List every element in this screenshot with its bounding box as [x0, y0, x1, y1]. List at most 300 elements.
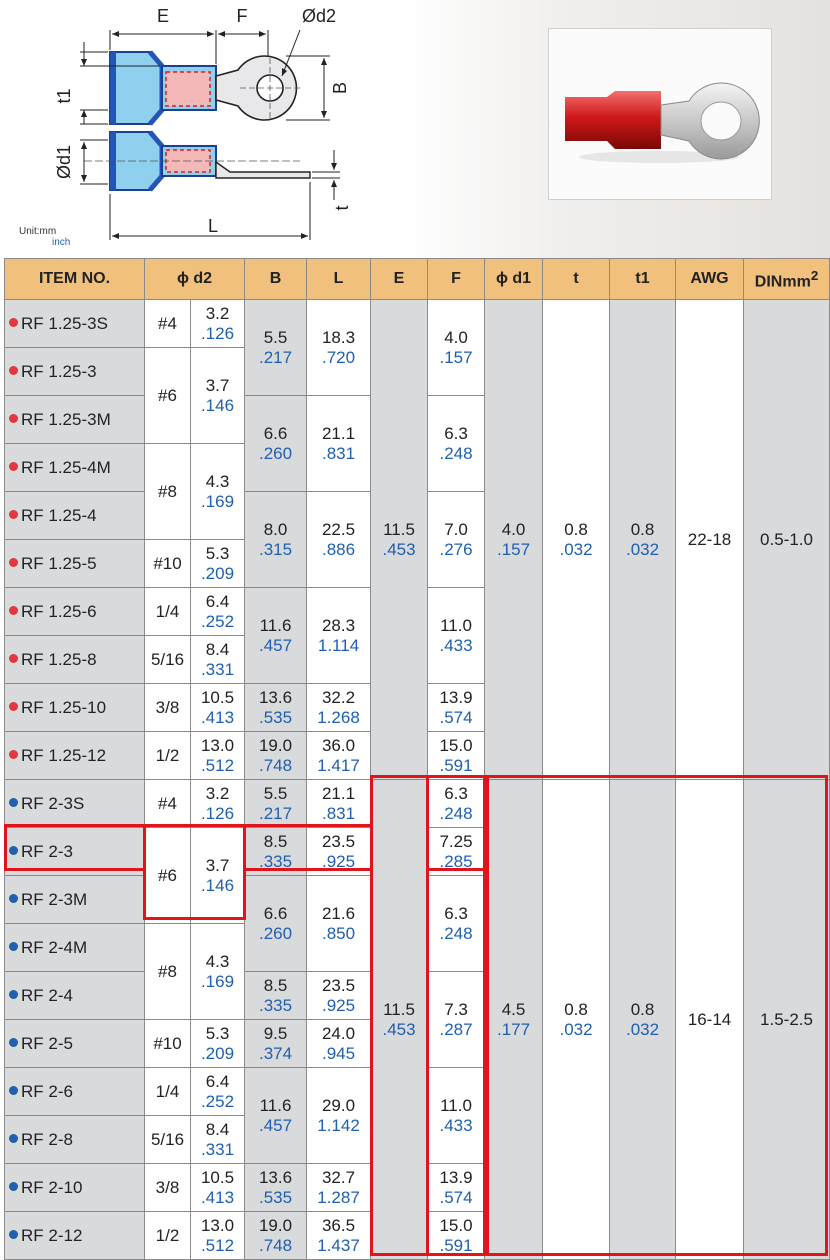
item-label: RF 1.25-4M — [21, 457, 111, 477]
b-cell — [245, 828, 307, 876]
b-cell — [245, 492, 307, 588]
col-f: F — [428, 259, 485, 300]
b-mm: 13.6 — [258, 687, 293, 707]
l-inch: .850 — [321, 923, 356, 943]
l-cell — [307, 588, 371, 684]
d2-inch: .209 — [200, 563, 235, 583]
l-cell — [307, 1212, 371, 1260]
b-inch: .260 — [258, 443, 293, 463]
item-cell — [5, 684, 145, 732]
f-cell — [428, 780, 485, 828]
f-inch: .574 — [439, 1187, 473, 1207]
d2-mm: 4.3 — [205, 471, 230, 491]
b-inch: .335 — [258, 851, 293, 871]
l-inch: 1.142 — [317, 1115, 360, 1135]
stud-cell: 1/2 — [145, 1212, 191, 1260]
b-mm: 11.6 — [259, 615, 292, 635]
col-d1: ϕ d1 — [485, 259, 543, 300]
b-inch: .217 — [258, 347, 293, 367]
blue-dot-icon — [9, 846, 18, 855]
b-mm: 9.5 — [263, 1023, 288, 1043]
l-mm: 24.0 — [321, 1023, 356, 1043]
f-cell — [428, 972, 485, 1068]
item-cell — [5, 876, 145, 924]
item-cell — [5, 588, 145, 636]
d2-mm: 5.3 — [205, 543, 230, 563]
l-mm: 36.5 — [321, 1215, 356, 1235]
blue-dot-icon — [9, 1134, 18, 1143]
d2-mm: 13.0 — [200, 735, 235, 755]
drawing-area — [0, 0, 830, 258]
f-cell — [428, 492, 485, 588]
l-mm: 32.7 — [321, 1167, 356, 1187]
l-cell — [307, 732, 371, 780]
f-inch: .248 — [439, 443, 473, 463]
label-e: E — [156, 6, 170, 26]
l-cell — [307, 300, 371, 396]
f-mm: 13.9 — [439, 1167, 473, 1187]
item-cell — [5, 1212, 145, 1260]
b-cell — [245, 780, 307, 828]
l-inch: .831 — [321, 803, 356, 823]
t1-inch: .032 — [625, 1019, 660, 1039]
d2-mm: 3.7 — [205, 855, 230, 875]
b-mm: 6.6 — [263, 423, 288, 443]
t1-mm: 0.8 — [630, 519, 655, 539]
label-l: L — [207, 216, 219, 236]
t-mm: 0.8 — [564, 999, 588, 1019]
l-mm: 21.1 — [321, 783, 356, 803]
red-dot-icon — [9, 318, 18, 327]
d1-cell — [485, 780, 543, 1260]
f-mm: 6.3 — [444, 423, 468, 443]
l-cell — [307, 1068, 371, 1164]
d2-cell — [191, 780, 245, 828]
table-row — [5, 780, 830, 828]
item-label: RF 1.25-3 — [21, 361, 97, 381]
label-b: B — [330, 81, 350, 95]
l-cell — [307, 396, 371, 492]
blue-dot-icon — [9, 894, 18, 903]
item-cell — [5, 732, 145, 780]
b-mm: 19.0 — [258, 735, 293, 755]
l-mm: 36.0 — [321, 735, 356, 755]
f-inch: .248 — [439, 923, 473, 943]
blue-dot-icon — [9, 1182, 18, 1191]
l-mm: 18.3 — [321, 327, 356, 347]
col-t: t — [543, 259, 610, 300]
b-inch: .260 — [258, 923, 293, 943]
f-inch: .433 — [439, 1115, 473, 1135]
awg-cell: 16-14 — [676, 780, 744, 1260]
b-inch: .457 — [258, 1115, 293, 1135]
d1-mm: 4.5 — [501, 999, 526, 1019]
blue-dot-icon — [9, 798, 18, 807]
f-mm: 11.0 — [440, 1095, 472, 1115]
b-cell — [245, 876, 307, 972]
d2-cell — [191, 588, 245, 636]
item-cell — [5, 828, 145, 876]
red-dot-icon — [9, 558, 18, 567]
f-cell — [428, 1164, 485, 1212]
d2-cell — [191, 300, 245, 348]
item-label: RF 2-3M — [21, 889, 88, 909]
d2-inch: .252 — [200, 611, 235, 631]
din-cell: 1.5-2.5 — [744, 780, 830, 1260]
l-cell — [307, 684, 371, 732]
d2-cell — [191, 636, 245, 684]
red-dot-icon — [9, 510, 18, 519]
d2-cell — [191, 732, 245, 780]
item-cell — [5, 396, 145, 444]
stud-cell: #8 — [145, 444, 191, 540]
unit-inch-label: inch — [52, 237, 71, 248]
f-mm: 7.0 — [444, 519, 468, 539]
item-label: RF 1.25-12 — [21, 745, 107, 765]
stud-cell: 1/4 — [145, 588, 191, 636]
e-cell — [371, 300, 428, 780]
d2-inch: .512 — [200, 1235, 235, 1255]
t-inch: .032 — [559, 539, 593, 559]
d2-inch: .126 — [200, 803, 235, 823]
awg-cell: 22-18 — [676, 300, 744, 780]
stud-cell: 5/16 — [145, 1116, 191, 1164]
f-mm: 6.3 — [444, 903, 468, 923]
l-inch: .720 — [321, 347, 356, 367]
d1-cell — [485, 300, 543, 780]
b-mm: 5.5 — [263, 327, 288, 347]
b-cell — [245, 972, 307, 1020]
l-inch: 1.287 — [317, 1187, 360, 1207]
d2-mm: 10.5 — [200, 1167, 235, 1187]
stud-cell: #4 — [145, 300, 191, 348]
l-cell — [307, 780, 371, 828]
table-row — [5, 300, 830, 348]
item-cell — [5, 924, 145, 972]
col-e: E — [371, 259, 428, 300]
side-view-terminal — [84, 132, 310, 190]
e-inch: .453 — [382, 539, 416, 559]
item-cell — [5, 1068, 145, 1116]
blue-dot-icon — [9, 1038, 18, 1047]
stud-cell: #10 — [145, 1020, 191, 1068]
header-row — [5, 259, 830, 300]
f-inch: .433 — [439, 635, 473, 655]
col-item: ITEM NO. — [5, 259, 145, 300]
stud-cell: 3/8 — [145, 1164, 191, 1212]
e-mm: 11.5 — [383, 999, 415, 1019]
b-mm: 5.5 — [263, 783, 288, 803]
blue-dot-icon — [9, 942, 18, 951]
item-label: RF 1.25-3S — [21, 313, 108, 333]
item-cell — [5, 636, 145, 684]
item-cell — [5, 1020, 145, 1068]
b-cell — [245, 684, 307, 732]
red-dot-icon — [9, 702, 18, 711]
item-cell — [5, 300, 145, 348]
item-cell — [5, 540, 145, 588]
d2-mm: 5.3 — [205, 1023, 230, 1043]
b-inch: .315 — [258, 539, 293, 559]
l-mm: 21.1 — [321, 423, 356, 443]
e-cell — [371, 780, 428, 1260]
top-view-terminal — [110, 52, 300, 124]
stud-cell: 1/4 — [145, 1068, 191, 1116]
l-mm: 23.5 — [321, 831, 356, 851]
d1-inch: .157 — [496, 539, 531, 559]
t-cell — [543, 300, 610, 780]
stud-cell: #6 — [145, 828, 191, 924]
b-cell — [245, 732, 307, 780]
l-inch: 1.437 — [317, 1235, 360, 1255]
f-inch: .287 — [439, 1019, 473, 1039]
t-cell — [543, 780, 610, 1260]
d2-cell — [191, 828, 245, 924]
f-inch: .276 — [439, 539, 473, 559]
item-label: RF 2-5 — [21, 1033, 73, 1053]
col-t1: t1 — [610, 259, 676, 300]
b-inch: .457 — [258, 635, 293, 655]
l-inch: .925 — [321, 851, 356, 871]
t-mm: 0.8 — [564, 519, 588, 539]
e-mm: 11.5 — [383, 519, 415, 539]
b-inch: .535 — [258, 707, 293, 727]
item-label: RF 1.25-3M — [21, 409, 111, 429]
d2-cell — [191, 540, 245, 588]
f-cell — [428, 1212, 485, 1260]
b-inch: .335 — [258, 995, 293, 1015]
label-d1: Ød1 — [54, 144, 74, 180]
item-label: RF 1.25-10 — [21, 697, 107, 717]
l-mm: 29.0 — [321, 1095, 356, 1115]
d2-cell — [191, 684, 245, 732]
red-dot-icon — [9, 414, 18, 423]
label-t1: t1 — [54, 88, 74, 104]
b-cell — [245, 396, 307, 492]
f-mm: 4.0 — [444, 327, 468, 347]
d2-cell — [191, 444, 245, 540]
label-d2: Ød2 — [302, 6, 337, 26]
item-cell — [5, 780, 145, 828]
b-mm: 8.5 — [263, 975, 288, 995]
red-dot-icon — [9, 606, 18, 615]
d2-mm: 3.7 — [205, 375, 230, 395]
d2-mm: 3.2 — [205, 303, 230, 323]
b-cell — [245, 1068, 307, 1164]
item-label: RF 2-6 — [21, 1081, 73, 1101]
item-label: RF 2-4M — [21, 937, 88, 957]
red-dot-icon — [9, 750, 18, 759]
d2-inch: .146 — [200, 395, 235, 415]
blue-dot-icon — [9, 1086, 18, 1095]
d2-inch: .413 — [200, 1187, 235, 1207]
d2-inch: .512 — [200, 755, 235, 775]
b-inch: .748 — [258, 1235, 293, 1255]
d2-cell — [191, 1212, 245, 1260]
d2-cell — [191, 1020, 245, 1068]
l-inch: 1.417 — [317, 755, 360, 775]
col-din — [744, 259, 830, 300]
stud-cell: #8 — [145, 924, 191, 1020]
f-inch: .285 — [439, 851, 473, 871]
f-mm: 11.0 — [440, 615, 472, 635]
f-mm: 7.3 — [444, 999, 468, 1019]
f-mm: 6.3 — [444, 783, 468, 803]
d1-inch: .177 — [496, 1019, 531, 1039]
d2-cell — [191, 348, 245, 444]
d2-mm: 13.0 — [200, 1215, 235, 1235]
l-cell — [307, 1020, 371, 1068]
l-mm: 21.6 — [321, 903, 356, 923]
t1-mm: 0.8 — [630, 999, 655, 1019]
d2-cell — [191, 1116, 245, 1164]
din-cell: 0.5-1.0 — [744, 300, 830, 780]
l-mm: 23.5 — [321, 975, 356, 995]
item-label: RF 2-10 — [21, 1177, 83, 1197]
col-din-sup: 2 — [810, 267, 819, 283]
f-cell — [428, 300, 485, 396]
item-cell — [5, 1164, 145, 1212]
col-din-label: DINmm — [754, 273, 811, 291]
item-cell — [5, 972, 145, 1020]
b-mm: 8.0 — [263, 519, 288, 539]
d2-inch: .209 — [200, 1043, 235, 1063]
stud-cell: #10 — [145, 540, 191, 588]
item-cell — [5, 444, 145, 492]
l-inch: 1.114 — [317, 635, 360, 655]
d1-mm: 4.0 — [501, 519, 526, 539]
f-cell — [428, 732, 485, 780]
l-inch: .925 — [321, 995, 356, 1015]
blue-dot-icon — [9, 990, 18, 999]
red-dot-icon — [9, 366, 18, 375]
item-label: RF 2-3S — [21, 793, 85, 813]
d2-inch: .126 — [200, 323, 235, 343]
d2-inch: .169 — [200, 491, 235, 511]
spec-table-wrap — [4, 258, 829, 1256]
unit-mm-label: Unit:mm — [19, 226, 57, 237]
b-cell — [245, 588, 307, 684]
red-dot-icon — [9, 462, 18, 471]
d2-inch: .146 — [200, 875, 235, 895]
red-dot-icon — [9, 654, 18, 663]
d2-mm: 8.4 — [205, 639, 230, 659]
item-label: RF 2-4 — [21, 985, 73, 1005]
d2-mm: 6.4 — [205, 591, 230, 611]
d2-cell — [191, 1068, 245, 1116]
t-inch: .032 — [559, 1019, 593, 1039]
b-mm: 13.6 — [258, 1167, 293, 1187]
col-d2: ϕ d2 — [145, 259, 245, 300]
d2-inch: .252 — [200, 1091, 235, 1111]
b-cell — [245, 1164, 307, 1212]
f-mm: 15.0 — [439, 735, 473, 755]
l-cell — [307, 828, 371, 876]
b-cell — [245, 1020, 307, 1068]
stud-cell: 3/8 — [145, 684, 191, 732]
spec-table — [4, 258, 830, 1260]
d2-inch: .331 — [200, 659, 235, 679]
item-label: RF 1.25-5 — [21, 553, 97, 573]
d2-inch: .413 — [200, 707, 235, 727]
b-inch: .748 — [258, 755, 293, 775]
f-cell — [428, 684, 485, 732]
d2-cell — [191, 1164, 245, 1212]
stud-cell: #6 — [145, 348, 191, 444]
l-mm: 32.2 — [321, 687, 356, 707]
f-mm: 13.9 — [439, 687, 473, 707]
item-label: RF 2-12 — [21, 1225, 83, 1245]
t1-inch: .032 — [625, 539, 660, 559]
col-l: L — [307, 259, 371, 300]
b-cell — [245, 300, 307, 396]
b-mm: 8.5 — [263, 831, 288, 851]
f-inch: .574 — [439, 707, 473, 727]
t1-cell — [610, 300, 676, 780]
f-mm: 7.25 — [439, 831, 473, 851]
blue-dot-icon — [9, 1230, 18, 1239]
stud-cell: 5/16 — [145, 636, 191, 684]
b-mm: 6.6 — [263, 903, 288, 923]
e-inch: .453 — [382, 1019, 416, 1039]
b-mm: 19.0 — [258, 1215, 293, 1235]
d2-inch: .331 — [200, 1139, 235, 1159]
l-inch: .945 — [321, 1043, 356, 1063]
item-cell — [5, 1116, 145, 1164]
t1-cell — [610, 780, 676, 1260]
l-mm: 28.3 — [321, 615, 356, 635]
item-label: RF 2-8 — [21, 1129, 73, 1149]
l-cell — [307, 492, 371, 588]
b-cell — [245, 1212, 307, 1260]
item-label: RF 1.25-6 — [21, 601, 97, 621]
d2-mm: 3.2 — [205, 783, 230, 803]
col-awg: AWG — [676, 259, 744, 300]
d2-mm: 6.4 — [205, 1071, 230, 1091]
item-label: RF 2-3 — [21, 841, 73, 861]
f-cell — [428, 396, 485, 492]
d2-cell — [191, 924, 245, 1020]
d2-mm: 8.4 — [205, 1119, 230, 1139]
item-label: RF 1.25-8 — [21, 649, 97, 669]
l-inch: 1.268 — [317, 707, 360, 727]
f-cell — [428, 876, 485, 972]
f-mm: 15.0 — [439, 1215, 473, 1235]
ring-terminal-image — [549, 29, 771, 199]
item-cell — [5, 492, 145, 540]
d2-mm: 4.3 — [205, 951, 230, 971]
f-inch: .157 — [439, 347, 473, 367]
stud-cell: 1/2 — [145, 732, 191, 780]
d2-mm: 10.5 — [200, 687, 235, 707]
label-f: F — [236, 6, 248, 26]
b-inch: .217 — [258, 803, 293, 823]
col-b: B — [245, 259, 307, 300]
item-cell — [5, 348, 145, 396]
l-inch: .886 — [321, 539, 356, 559]
f-inch: .591 — [439, 1235, 473, 1255]
l-cell — [307, 876, 371, 972]
f-cell — [428, 588, 485, 684]
stud-cell: #4 — [145, 780, 191, 828]
f-cell — [428, 828, 485, 876]
f-cell — [428, 1068, 485, 1164]
terminal-dimension-drawing — [0, 0, 540, 258]
label-t: t — [332, 205, 352, 211]
b-inch: .535 — [258, 1187, 293, 1207]
f-inch: .591 — [439, 755, 473, 775]
l-mm: 22.5 — [321, 519, 356, 539]
